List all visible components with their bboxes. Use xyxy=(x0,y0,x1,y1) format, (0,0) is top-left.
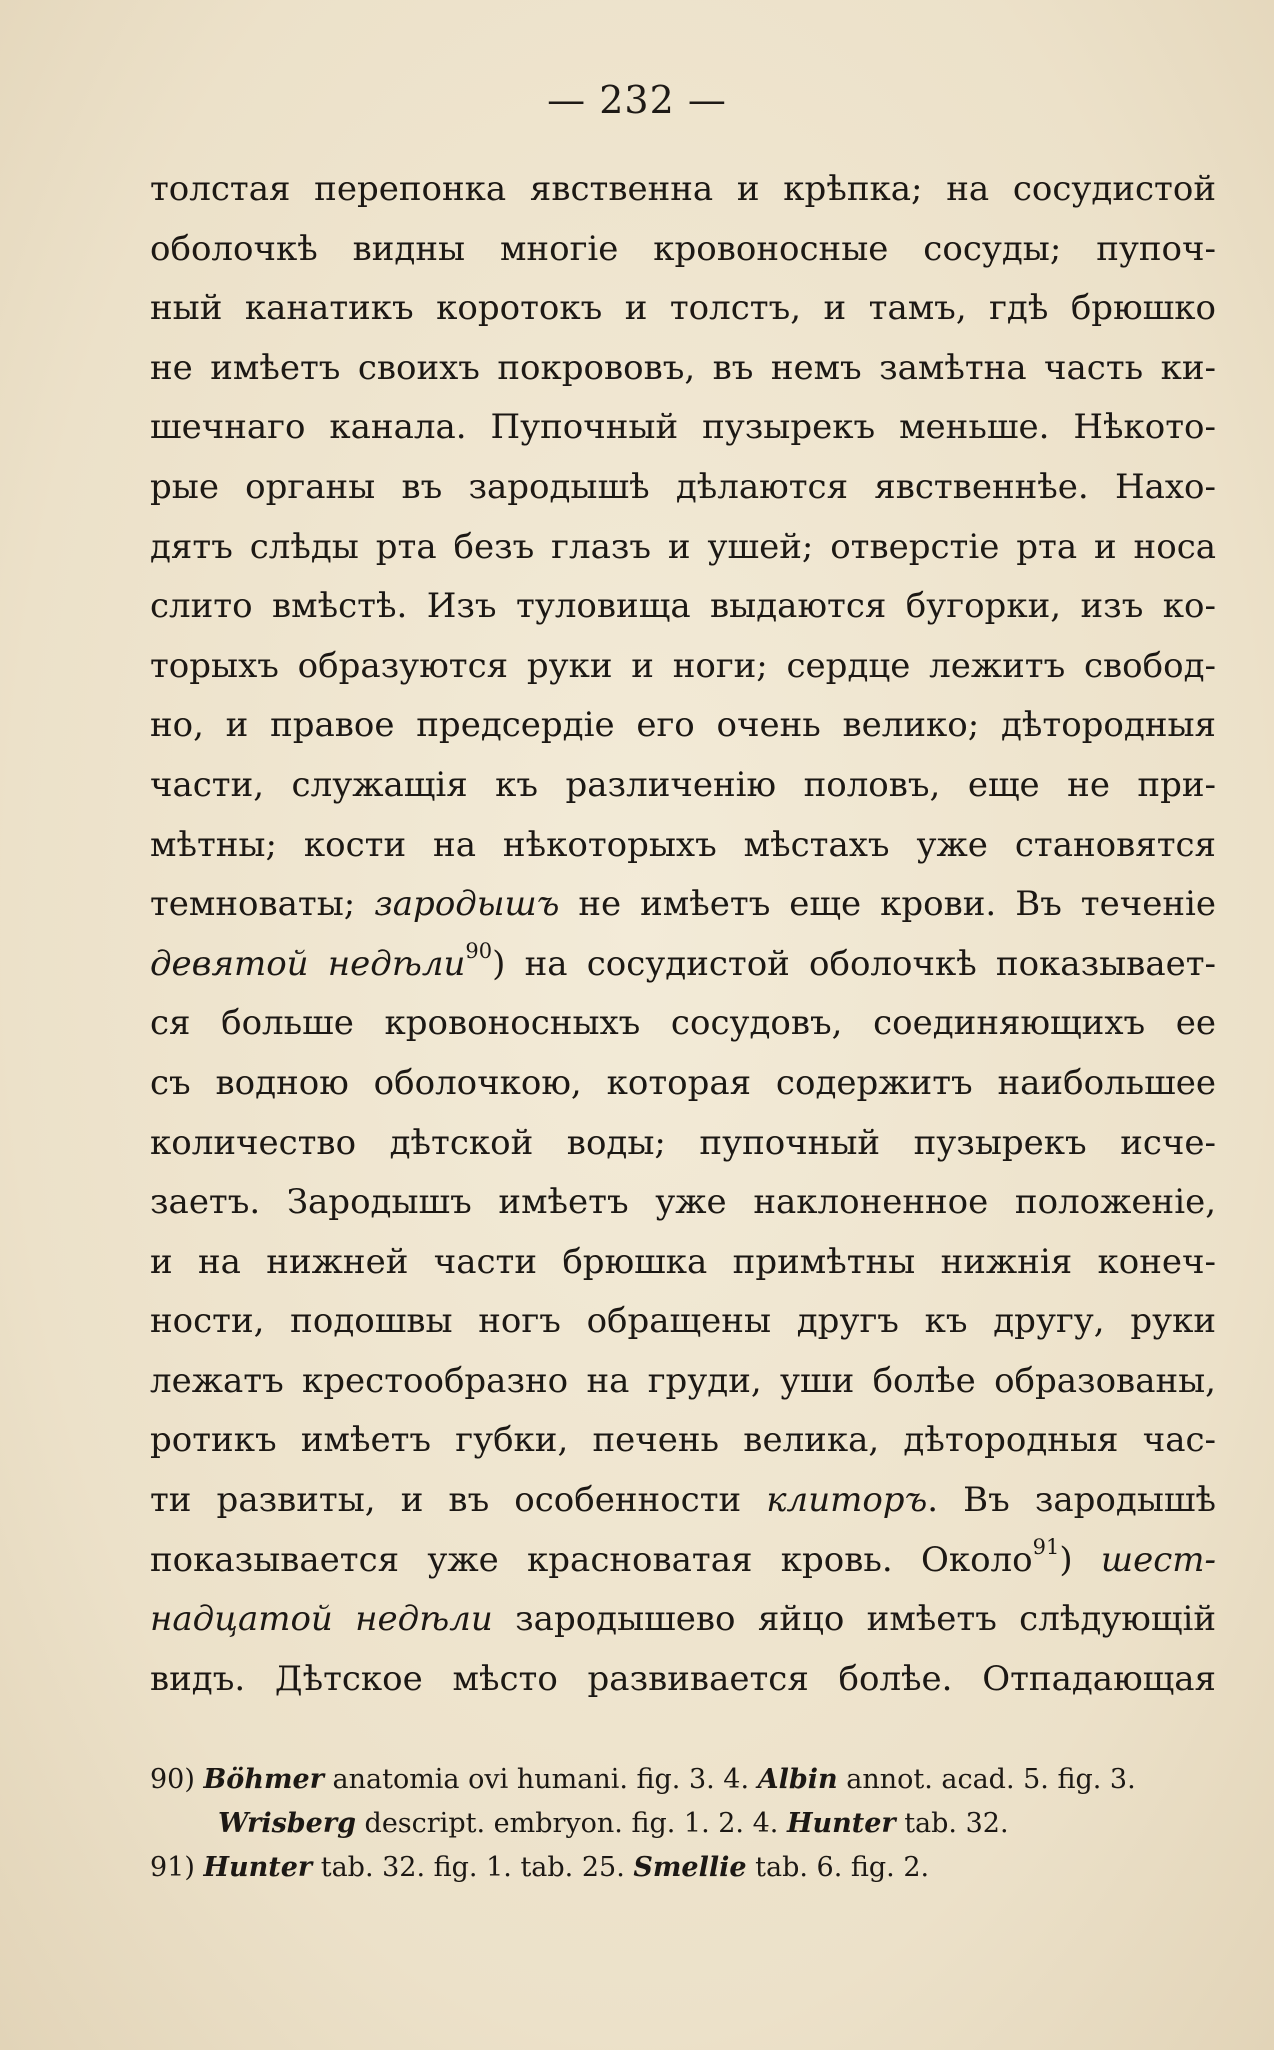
author-name: Böhmer xyxy=(203,1764,324,1795)
author-name: Hunter xyxy=(203,1852,313,1883)
text-segment: съ водною оболочкою, которая содержитъ наибольшее xyxy=(150,1062,1216,1103)
text-segment: ти развиты, и въ особенности xyxy=(150,1480,767,1521)
text-line xyxy=(150,1471,1216,1531)
text-segment: показывается уже красноватая кровь. Около xyxy=(150,1539,1033,1580)
text-line xyxy=(150,816,1216,876)
footnote-text: anatomia ovi humani. fig. 3. 4. xyxy=(323,1764,758,1795)
text-segment: не имѣетъ своихъ покрововъ, въ немъ замѣтна часть ки- xyxy=(150,347,1216,388)
footnote-text: annot. acad. 5. fig. 3. xyxy=(837,1764,1136,1795)
footnote-text: tab. 32. xyxy=(895,1808,1009,1839)
author-name: Smellie xyxy=(633,1852,747,1883)
italic-text: надцатой недѣли xyxy=(150,1599,493,1640)
footnote-line xyxy=(150,1758,1230,1802)
text-line xyxy=(150,994,1216,1054)
footnote-ref: 90 xyxy=(465,939,493,964)
footnote-text: tab. 6. fig. 2. xyxy=(746,1852,930,1883)
footnote-text: 90) xyxy=(150,1764,204,1795)
text-line xyxy=(150,637,1216,697)
text-line xyxy=(150,398,1216,458)
text-line xyxy=(150,160,1216,220)
footnote-line xyxy=(150,1802,1230,1846)
text-segment: торыхъ образуются руки и ноги; сердце лежитъ свобод- xyxy=(150,645,1216,686)
text-line xyxy=(150,1411,1216,1471)
text-line xyxy=(150,279,1216,339)
text-segment: ности, подошвы ногъ обращены другъ къ другу, руки xyxy=(150,1301,1216,1342)
italic-text: девятой недѣли xyxy=(150,943,466,984)
text-segment: ) xyxy=(1059,1539,1101,1580)
italic-text: зародышъ xyxy=(374,884,560,925)
text-segment: дятъ слѣды рта безъ глазъ и ушей; отверстіе рта и носа xyxy=(150,526,1216,567)
footnote-text: 91) xyxy=(150,1852,204,1883)
text-line xyxy=(150,518,1216,578)
text-segment: рые органы въ зародышѣ дѣлаются явственнѣе. Нахо- xyxy=(150,466,1216,507)
text-line xyxy=(150,1173,1216,1233)
text-segment: и на нижней части брюшка примѣтны нижнія конеч- xyxy=(150,1241,1216,1282)
text-line xyxy=(150,1352,1216,1412)
text-line xyxy=(150,458,1216,518)
text-segment: заетъ. Зародышъ имѣетъ уже наклоненное положеніе, xyxy=(150,1182,1216,1223)
text-line xyxy=(150,1292,1216,1352)
text-segment: не имѣетъ еще крови. Въ теченіе xyxy=(559,884,1216,925)
text-segment: ся больше кровоносныхъ сосудовъ, соединяющихъ ее xyxy=(150,1003,1216,1044)
text-segment: мѣтны; кости на нѣкоторыхъ мѣстахъ уже становятся xyxy=(150,824,1216,865)
italic-text: шест- xyxy=(1100,1539,1216,1580)
text-segment: оболочкѣ видны многіе кровоносные сосуды; пупоч- xyxy=(150,228,1216,269)
text-line xyxy=(150,1650,1216,1710)
text-line xyxy=(150,577,1216,637)
footnote-text: descript. embryon. fig. 1. 2. 4. xyxy=(355,1808,787,1839)
text-line xyxy=(150,339,1216,399)
text-segment: толстая перепонка явственна и крѣпка; на сосудистой xyxy=(150,169,1216,209)
text-segment: зародышево яйцо имѣетъ слѣдующій xyxy=(492,1599,1217,1640)
text-segment: шечнаго канала. Пупочный пузырекъ меньше. Нѣкото- xyxy=(150,407,1216,448)
text-line xyxy=(150,875,1216,935)
text-line xyxy=(150,935,1216,995)
text-segment: видъ. Дѣтское мѣсто развивается болѣе. Отпадающая xyxy=(150,1658,1216,1699)
footnote-ref: 91 xyxy=(1032,1535,1060,1560)
text-line xyxy=(150,696,1216,756)
page-number: — 232 — xyxy=(547,78,727,122)
text-segment: лежатъ крестообразно на груди, уши болѣе образованы, xyxy=(150,1360,1216,1401)
text-segment: . Въ зародышѣ xyxy=(927,1480,1216,1521)
author-name: Albin xyxy=(757,1764,838,1795)
text-segment: ) на сосудистой оболочкѣ показывает- xyxy=(492,943,1217,984)
text-segment: но, и правое предсердіе его очень велико; дѣтородныя xyxy=(150,705,1216,746)
text-segment: ный канатикъ коротокъ и толстъ, и тамъ, гдѣ брюшко xyxy=(150,288,1216,329)
text-line xyxy=(150,756,1216,816)
text-line xyxy=(150,220,1216,280)
text-line xyxy=(150,1054,1216,1114)
text-segment: количество дѣтской воды; пупочный пузырекъ исче- xyxy=(150,1122,1216,1163)
italic-text: клиторъ xyxy=(766,1480,928,1521)
author-name: Hunter xyxy=(786,1808,896,1839)
body-text xyxy=(150,160,1216,1709)
footnote-text: tab. 32. fig. 1. tab. 25. xyxy=(312,1852,634,1883)
text-line xyxy=(150,1114,1216,1174)
text-line xyxy=(150,1590,1216,1650)
footnote-line xyxy=(150,1846,1230,1890)
text-segment: слито вмѣстѣ. Изъ туловища выдаются бугорки, изъ ко- xyxy=(150,586,1216,627)
text-line xyxy=(150,1531,1216,1591)
text-segment: части, служащія къ различенію половъ, еще не при- xyxy=(150,764,1216,805)
text-segment: темноваты; xyxy=(150,884,375,925)
author-name: Wrisberg xyxy=(218,1808,356,1839)
text-line xyxy=(150,1233,1216,1293)
footnotes xyxy=(150,1758,1230,1890)
text-segment: ротикъ имѣетъ губки, печень велика, дѣтородныя час- xyxy=(150,1420,1216,1461)
